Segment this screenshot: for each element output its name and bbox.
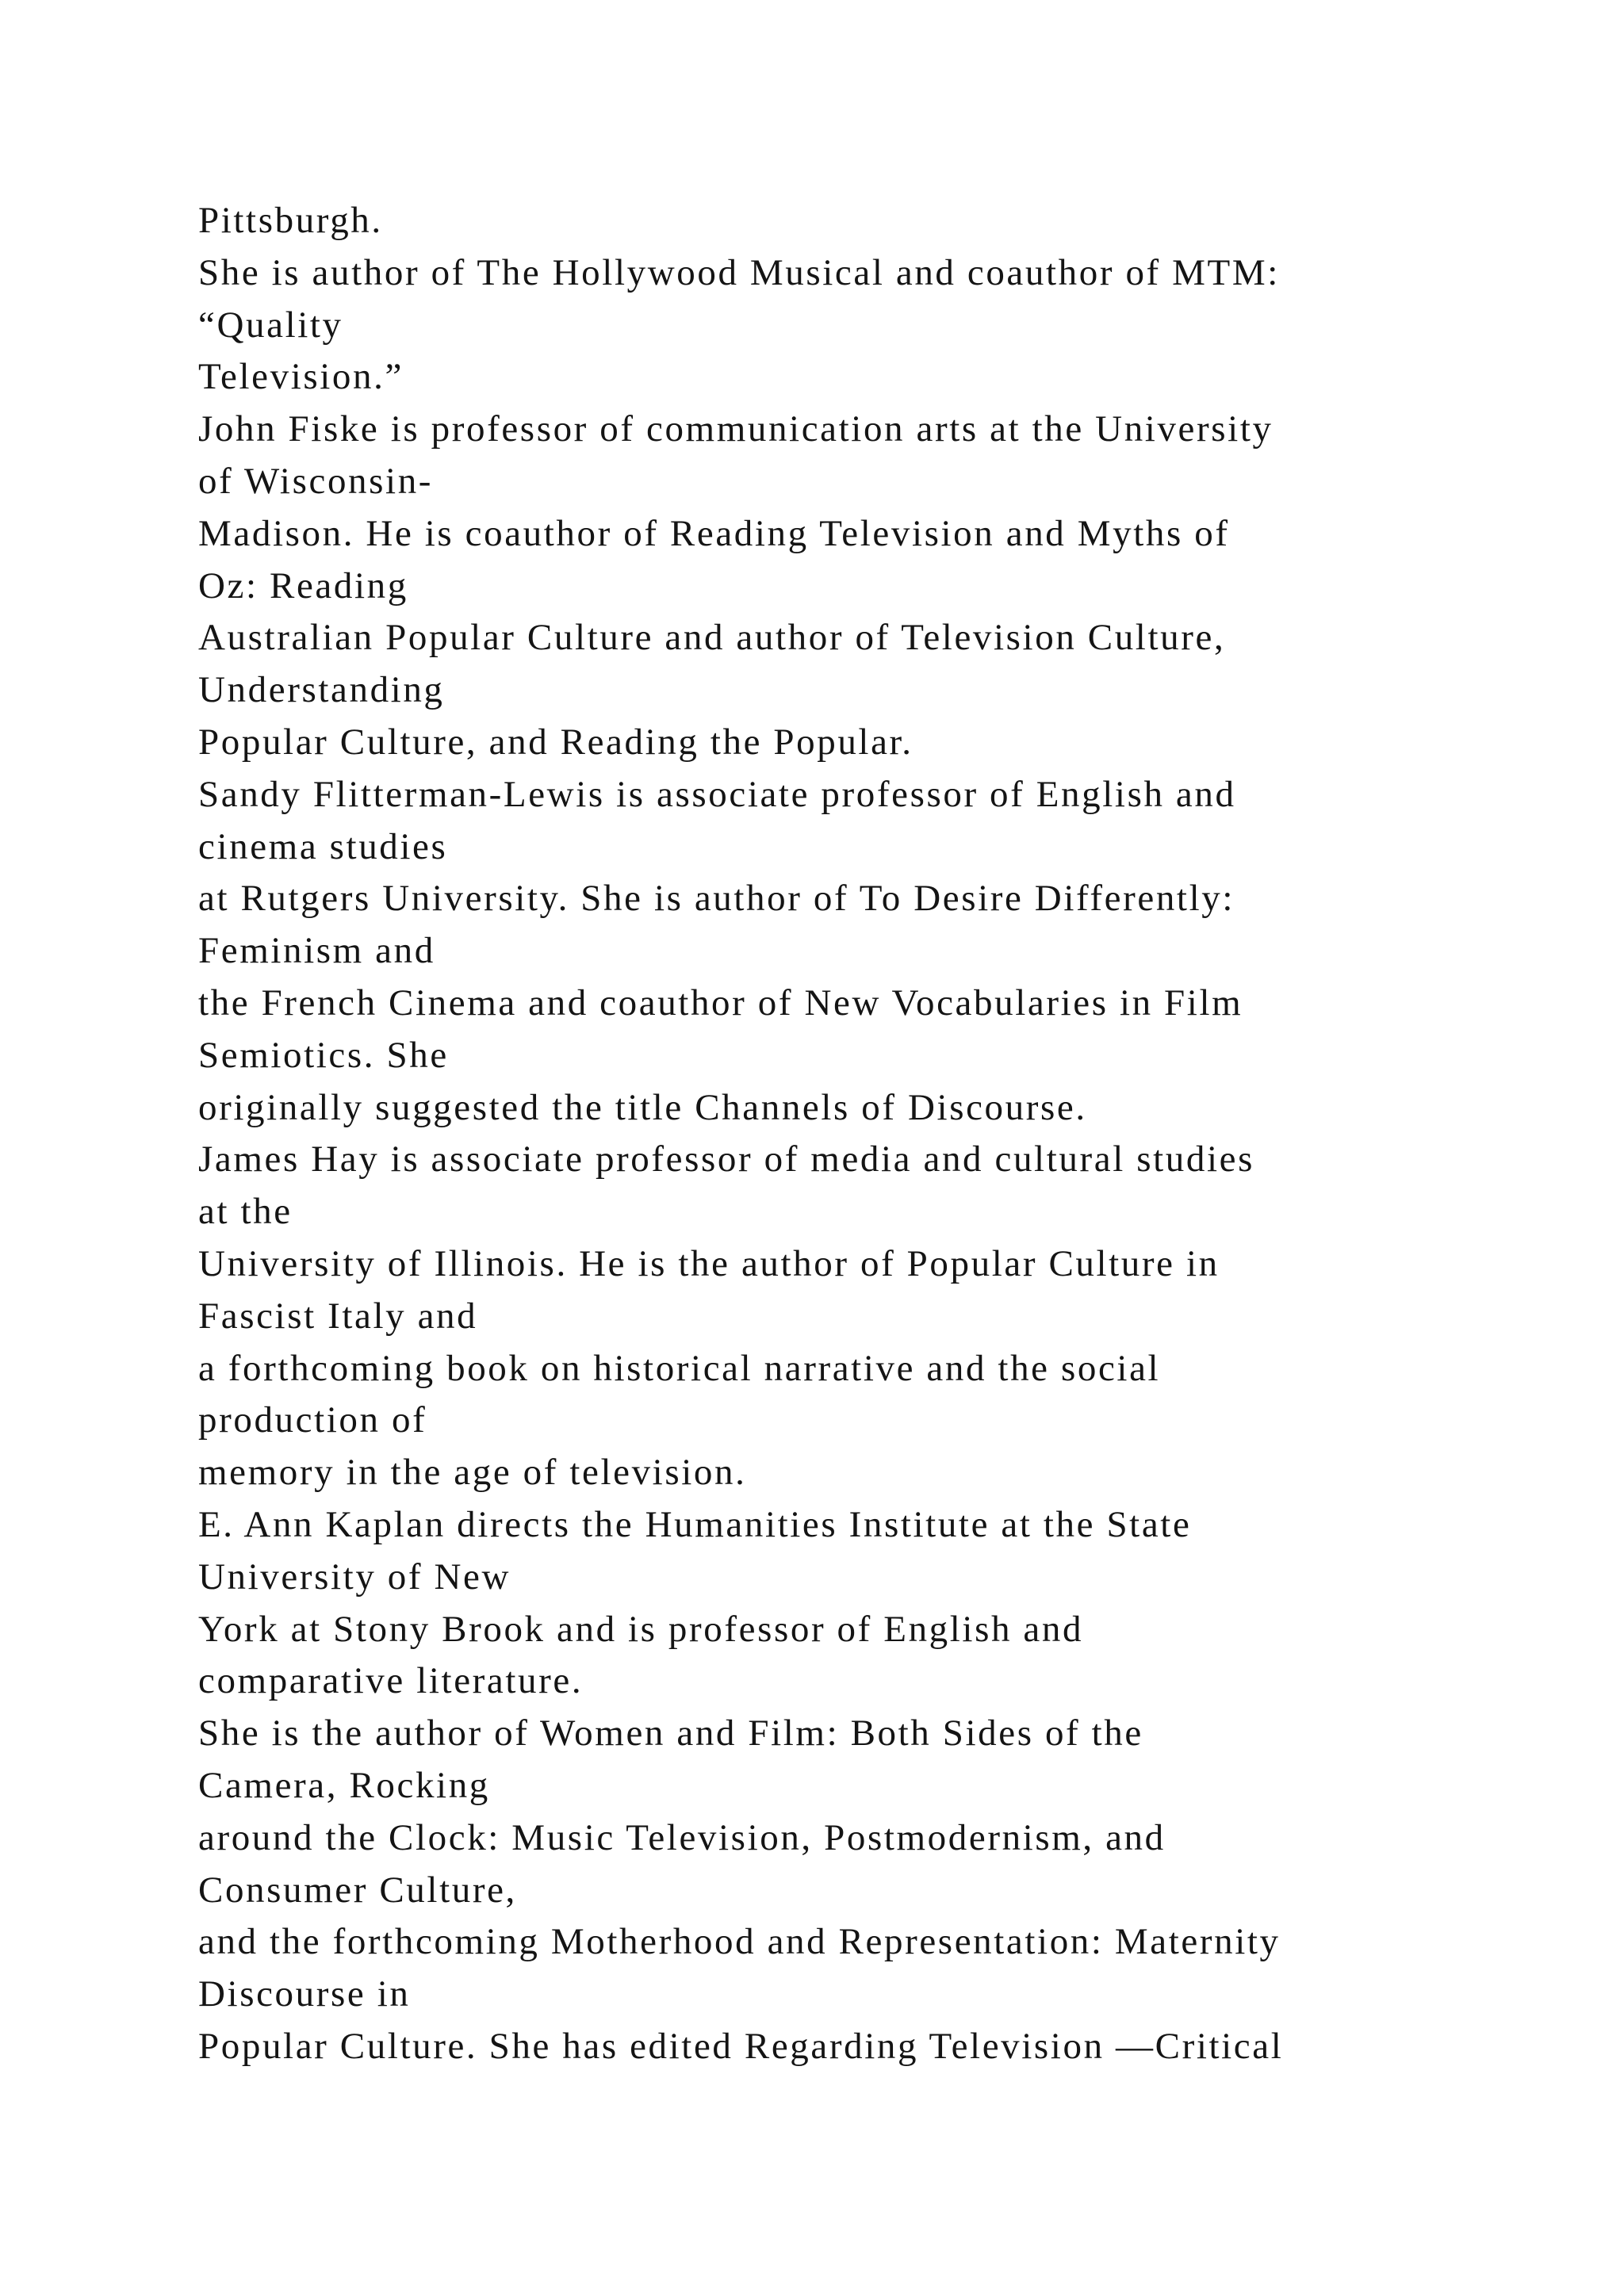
text-line: Camera, Rocking bbox=[198, 1764, 490, 1806]
text-line: James Hay is associate professor of media and cultural studies bbox=[198, 1138, 1254, 1181]
text-line: John Fiske is professor of communication arts at the University bbox=[198, 408, 1274, 450]
text-line: Fascist Italy and bbox=[198, 1295, 478, 1337]
text-line: around the Clock: Music Television, Postmodernism, and bbox=[198, 1816, 1166, 1858]
text-line: She is the author of Women and Film: Both Sides of the bbox=[198, 1712, 1143, 1755]
text-line: University of Illinois. He is the author of Popular Culture in bbox=[198, 1242, 1220, 1284]
text-line: Consumer Culture, bbox=[198, 1869, 517, 1911]
text-line: Popular Culture, and Reading the Popular. bbox=[198, 721, 914, 763]
text-line: originally suggested the title Channels of Discourse. bbox=[198, 1086, 1087, 1128]
text-line: Feminism and bbox=[198, 930, 435, 972]
text-line: University of New bbox=[198, 1556, 511, 1598]
text-line: She is author of The Hollywood Musical and coauthor of MTM: bbox=[198, 251, 1280, 293]
text-line: a forthcoming book on historical narrative and the social bbox=[198, 1347, 1161, 1389]
document-body bbox=[198, 195, 1435, 2073]
text-line: E. Ann Kaplan directs the Humanities Institute at the State bbox=[198, 1503, 1192, 1545]
text-line: Sandy Flitterman-Lewis is associate professor of English and bbox=[198, 773, 1236, 815]
text-line: comparative literature. bbox=[198, 1660, 584, 1702]
text-line: production of bbox=[198, 1399, 427, 1441]
text-line: memory in the age of television. bbox=[198, 1452, 747, 1494]
text-line: “Quality bbox=[198, 304, 343, 346]
text-line: and the forthcoming Motherhood and Representation: Maternity bbox=[198, 1921, 1281, 1963]
text-line: Madison. He is coauthor of Reading Television and Myths of bbox=[198, 512, 1230, 554]
text-line: York at Stony Brook and is professor of English and bbox=[198, 1608, 1084, 1650]
text-line: cinema studies bbox=[198, 825, 448, 867]
text-line: of Wisconsin- bbox=[198, 460, 434, 502]
text-line: Understanding bbox=[198, 669, 445, 711]
text-line: at the bbox=[198, 1191, 293, 1233]
text-line: at Rutgers University. She is author of To Desire Differently: bbox=[198, 878, 1235, 920]
text-line: Television.” bbox=[198, 356, 404, 398]
text-line: Semiotics. She bbox=[198, 1034, 449, 1076]
text-line: Popular Culture. She has edited Regarding Television —Critical bbox=[198, 2025, 1284, 2067]
text-line: Discourse in bbox=[198, 1973, 411, 2015]
text-line: Oz: Reading bbox=[198, 564, 408, 607]
text-line: the French Cinema and coauthor of New Vocabularies in Film bbox=[198, 982, 1243, 1024]
text-line: Pittsburgh. bbox=[198, 200, 383, 241]
text-line: Australian Popular Culture and author of Television Culture, bbox=[198, 617, 1226, 659]
